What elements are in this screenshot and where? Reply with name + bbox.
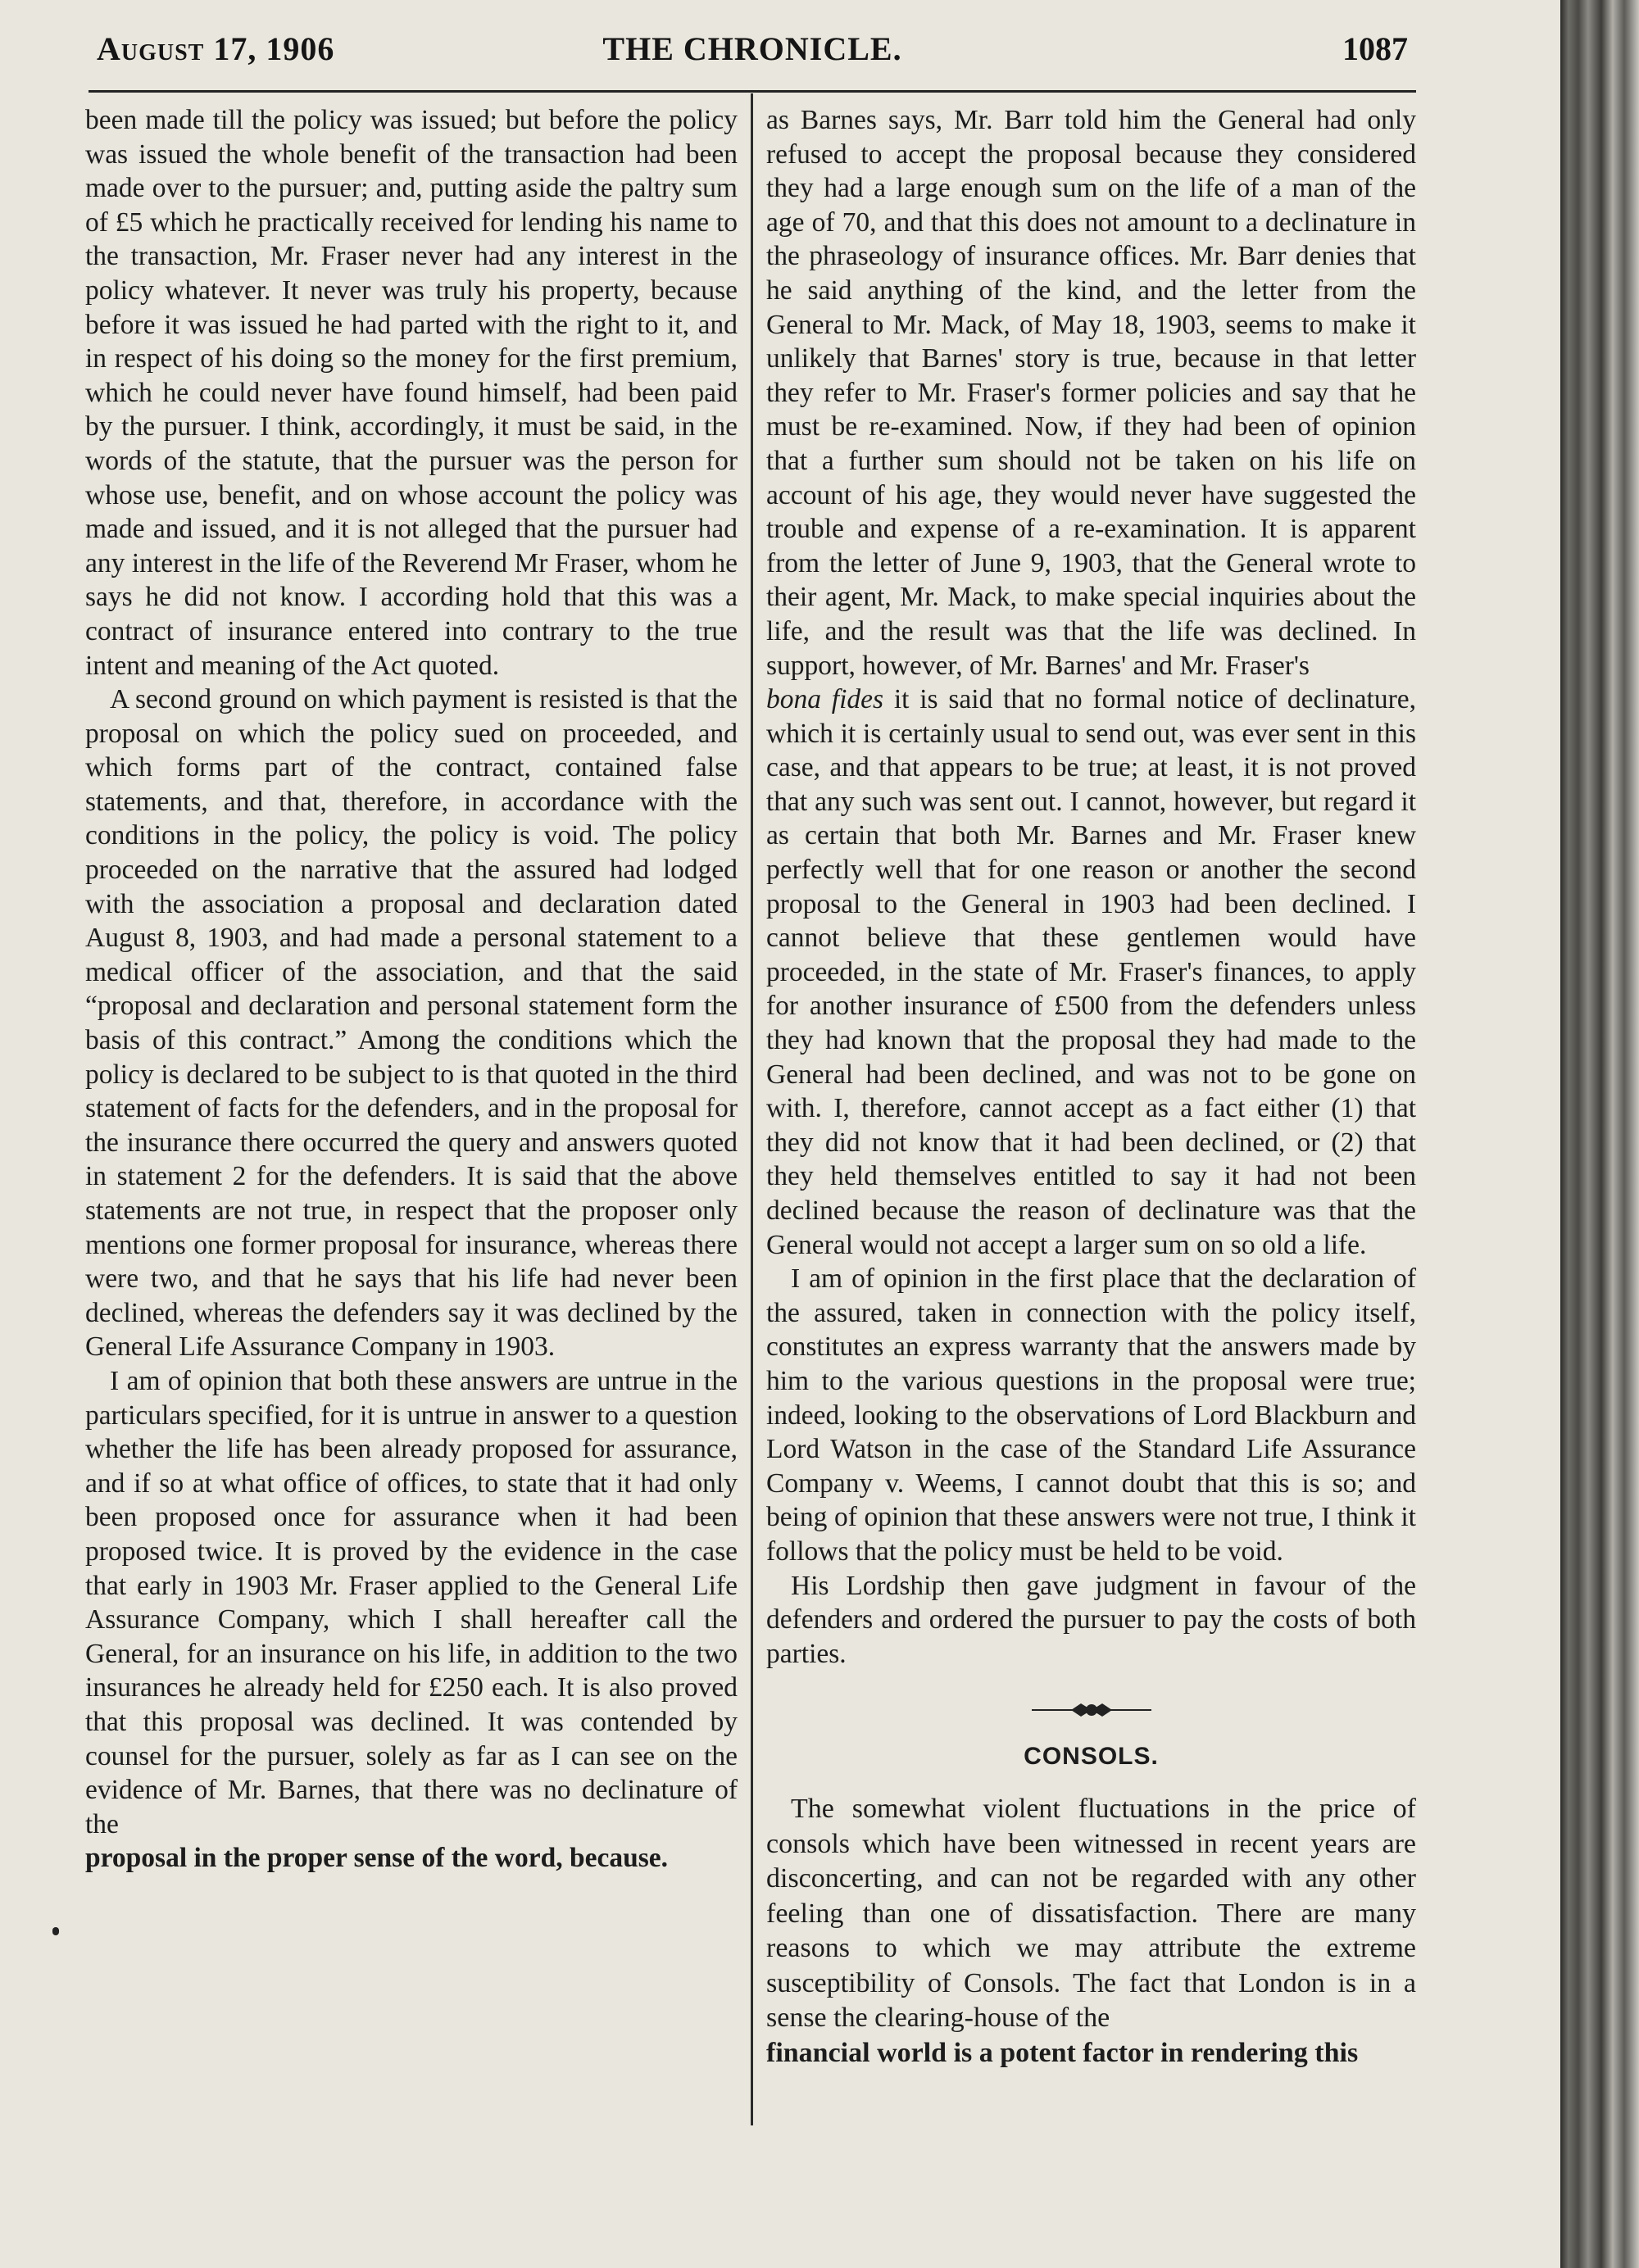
ornamental-rule-icon [1030,1695,1153,1725]
ink-speck [52,1927,59,1935]
issue-date: August 17, 1906 [97,30,335,67]
article-paragraph [766,683,1416,1262]
article-paragraph: I am of opinion in the first place that the declaration of the assured, taken in connection with the policy itself, constitutes an express warranty that the answers made by him to the various questions in the proposal were true; indeed, looking to the observations of Lord Blackburn and Lord Watson in the case of the Standard Life Assurance Company v. Weems, I cannot doubt that this is so; and being of opinion that these answers were not true, I think it follows that the policy must be held to be void. [766,1263,1416,1567]
article-paragraph-end: financial world is a potent factor in rendering this [766,2038,1359,2069]
page-header [89,29,1416,79]
left-column [85,103,738,1876]
binding-edge [1560,0,1639,2268]
consols-article [766,1792,1416,2071]
article-text: it is said that no formal notice of declinature, which it is certainly usual to send out, was ever sent in this case, and that appears to be true; at least, it is not proved that any such was sent out. I cannot, however, but regard it as certain that both Mr. Barnes and Mr. Fraser knew perfectly well that for one reason or another the second proposal to the General in 1903 had been declined. I cannot believe that these gentlemen would have proceeded, in the state of Mr. Fraser's finances, to apply for another insurance of £500 from the defenders unless they had known that the proposal they had made to the General had been declined, and was not to be gone on with. I, therefore, cannot accept as a fact either (1) that they did not know that it had been declined, or (2) that they held themselves entitled to say it had not been declined because the reason of declinature was that the General would not accept a larger sum on so old a life. [766,684,1416,1260]
section-title: CONSOLS. [1024,1743,1159,1771]
article-paragraph: The somewhat violent fluctuations in the price of consols which have been witnessed in recent years are disconcerting, and can not be regarded with any other feeling than one of dissatisfaction. There are many reasons to which we may attribute the extreme susceptibility of Consols. The fact that London is in a sense the clearing-house of the [766,1793,1416,2034]
page-number: 1087 [1342,30,1408,67]
article-paragraph: His Lordship then gave judgment in favour of the defenders and ordered the pursuer to pay the costs of both parties. [766,1570,1416,1669]
right-column [766,103,1416,2071]
article-paragraph: as Barnes says, Mr. Barr told him the General had only refused to accept the proposal because they considered they had a large enough sum on the life of a man of the age of 70, and that this does not amount to a declinature in the phraseology of insurance offices. Mr. Barr denies that he said anything of the kind, and the letter from the General to Mr. Mack, of May 18, 1903, seems to make it unlikely that Barnes' story is true, because in that letter they refer to Mr. Fraser's former policies and say that he must be re-examined. Now, if they had been of opinion that a further sum should not be taken on his life on account of his age, they would never have suggested the trouble and expense of a re-examination. It is apparent from the letter of June 9, 1903, that the General wrote to their agent, Mr. Mack, to make special inquiries about the life, and the result was that the life was declined. In support, however, of Mr. Barnes' and Mr. Fraser's [766,105,1416,681]
article-paragraph-end: proposal in the proper sense of the word, because. [85,1843,668,1874]
article-paragraph: been made till the policy was issued; but before the policy was issued the whole benefit of the transaction had been made over to the pursuer; and, putting aside the paltry sum of £5 which he practically received for lending his name to the transaction, Mr. Fraser never had any interest in the policy whatever. It never was truly his property, because before it was issued he had parted with the right to it, and in respect of his doing so the money for the first premium, which he could never have found himself, had been paid by the pursuer. I think, accordingly, it must be said, in the words of the statute, that the pursuer was the person for whose use, benefit, and on whose account the policy was made and issued, and it is not alleged that the pursuer had any interest in the life of the Reverend Mr Fraser, whom he says he did not know. I according hold that this was a contract of insurance entered into contrary to the true intent and meaning of the Act quoted. [85,105,738,681]
article-paragraph: A second ground on which payment is resisted is that the proposal on which the policy sued on proceeded, and which forms part of the contract, contained false statements, and that, therefore, in accordance with the conditions in the policy, the policy is void. The policy proceeded on the narrative that the assured had lodged with the association a proposal and declaration dated August 8, 1903, and had made a personal statement to a medical officer of the association, and that the said “proposal and declaration and personal statement form the basis of this contract.” Among the conditions which the policy is declared to be subject to is that quoted in the third statement of facts for the defenders, and in the proposal for the insurance there occurred the query and answers quoted in statement 2 for the defenders. It is said that the above statements are not true, in respect that the proposer only mentions one former proposal for insurance, whereas there were two, and that he says that his life had never been declined, whereas the defenders say it was declined by the General Life Assurance Company in 1903. [85,684,738,1363]
article-paragraph: I am of opinion that both these answers are untrue in the particulars specified, for it is untrue in answer to a question whether the life has been already proposed for assurance, and if so at what office of offices, to state that it had only been proposed once for assurance when it had been proposed twice. It is proved by the evidence in the case that early in 1903 Mr. Fraser applied to the General Life Assurance Company, which I shall hereafter call the General, for an insurance on his life, in addition to the two insurances he already held for £250 each. It is also proved that this proposal was declined. It was contended by counsel for the pursuer, solely as far as I can see on the evidence of Mr. Barnes, that there was no declinature of the [85,1365,738,1839]
column-divider [751,93,753,2125]
header-rule [89,90,1416,93]
publication-title: THE CHRONICLE. [602,30,902,67]
latin-phrase: bona fides [766,684,884,715]
